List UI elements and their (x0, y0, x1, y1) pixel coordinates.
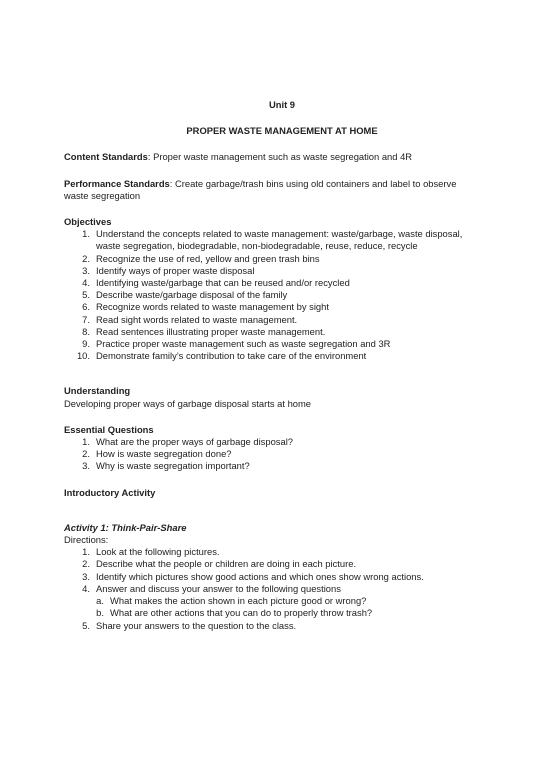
performance-standards-text-cont: waste segregation (64, 189, 141, 201)
list-number: 3. (82, 570, 90, 582)
understanding-heading: Understanding (64, 385, 131, 397)
list-item (64, 571, 500, 583)
list-text: Why is waste segregation important? (96, 460, 250, 472)
list-number: 4. (82, 277, 90, 289)
list-text: Share your answers to the question to the class. (96, 619, 297, 631)
document-body (64, 99, 500, 632)
understanding-text: Developing proper ways of garbage disposal starts at home (64, 397, 312, 409)
list-number: 8. (82, 325, 90, 337)
list-number: 10. (76, 350, 90, 362)
list-item (64, 253, 500, 265)
list-number: 5. (82, 289, 90, 301)
list-number: 2. (82, 558, 90, 570)
content-standards-text: : Proper waste management such as waste segregation and 4R (147, 151, 413, 163)
list-number: 2. (82, 448, 90, 460)
directions-label: Directions: (64, 534, 109, 546)
list-item (64, 350, 500, 362)
essential-questions-heading: Essential Questions (64, 423, 154, 435)
list-number: 1. (82, 546, 90, 558)
list-item (64, 558, 500, 570)
introductory-activity-heading: Introductory Activity (64, 486, 156, 498)
list-item (64, 620, 500, 632)
list-number: 7. (82, 313, 90, 325)
performance-standards-text: : Create garbage/trash bins using old containers and label to observe (169, 177, 457, 189)
list-item (64, 436, 500, 448)
unit-label: Unit 9 (268, 99, 296, 110)
list-item (64, 546, 500, 558)
list-text: Read sight words related to waste management. (96, 313, 298, 325)
list-text: Demonstrate family’s contribution to take care of the environment (96, 350, 367, 362)
list-number: 4. (82, 582, 90, 594)
list-text: Look at the following pictures. (96, 546, 220, 558)
list-number: a. (96, 595, 104, 607)
list-number: 1. (82, 228, 90, 240)
list-item (64, 338, 500, 350)
list-number: 2. (82, 252, 90, 264)
list-text: What makes the action shown in each picture good or wrong? (110, 595, 367, 607)
list-number: 9. (82, 338, 90, 350)
list-text: Answer and discuss your answer to the following questions (96, 582, 341, 594)
list-item (64, 277, 500, 289)
list-text: Identifying waste/garbage that can be reused and/or recycled (96, 277, 350, 289)
directions-list-end (64, 620, 500, 632)
directions-list (64, 546, 500, 595)
list-text: Identify ways of proper waste disposal (96, 264, 255, 276)
list-text: Describe what the people or children are doing in each picture. (96, 558, 357, 570)
list-number: b. (96, 607, 104, 619)
list-text: waste segregation, biodegradable, non-biodegradable, reuse, reduce, recycle (96, 240, 418, 252)
list-text: How is waste segregation done? (96, 448, 232, 460)
list-item (64, 301, 500, 313)
directions-sublist (64, 595, 500, 619)
list-number: 3. (82, 264, 90, 276)
list-item (64, 289, 500, 301)
list-item (64, 583, 500, 595)
list-text: Recognize words related to waste management by sight (96, 301, 329, 313)
list-item (64, 228, 500, 252)
list-item (64, 314, 500, 326)
objectives-heading: Objectives (64, 216, 112, 228)
list-text: Identify which pictures show good actions and which ones show wrong actions. (96, 570, 424, 582)
page-title: PROPER WASTE MANAGEMENT AT HOME (186, 125, 378, 137)
essential-questions-list (64, 436, 500, 473)
performance-standards-label: Performance Standards (64, 177, 170, 189)
activity-title: Activity 1: Think-Pair-Share (64, 521, 187, 533)
list-text: Recognize the use of red, yellow and green trash bins (96, 252, 320, 264)
list-text: Describe waste/garbage disposal of the family (96, 289, 288, 301)
list-number: 6. (82, 301, 90, 313)
content-standards (64, 151, 500, 163)
list-number: 3. (82, 460, 90, 472)
list-text: Understand the concepts related to waste management: waste/garbage, waste disposal, (96, 228, 463, 240)
list-number: 5. (82, 619, 90, 631)
list-item (64, 607, 500, 619)
list-text: What are the proper ways of garbage disposal? (96, 436, 293, 448)
objectives-list (64, 228, 500, 362)
list-text: Read sentences illustrating proper waste management. (96, 325, 326, 337)
list-number: 1. (82, 436, 90, 448)
content-standards-label: Content Standards (64, 151, 148, 163)
list-item (64, 448, 500, 460)
list-text: What are other actions that you can do to properly throw trash? (110, 607, 373, 619)
list-text: Practice proper waste management such as waste segregation and 3R (96, 338, 391, 350)
list-item (64, 326, 500, 338)
performance-standards (64, 178, 500, 190)
list-item (64, 265, 500, 277)
list-item (64, 460, 500, 472)
list-item (64, 595, 500, 607)
